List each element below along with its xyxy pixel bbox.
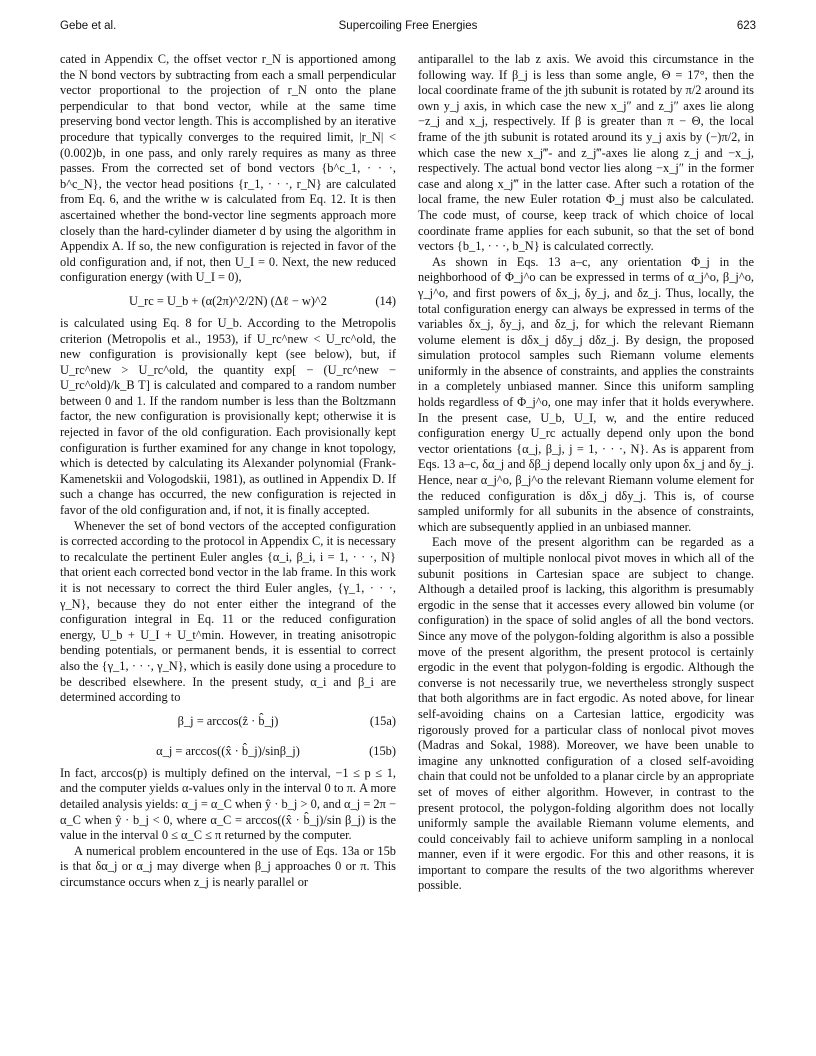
paragraph: is calculated using Eq. 8 for U_b. According to the Metropolis criterion (Metropolis et al., 1953), if U_rc^new < U_rc^old, the new configuration is provisionally kept (see below), but, if U_rc^new > U_rc^old, the quantity exp[ − (U_rc^new − U_rc^old)/k_B T] is calculated and compared to a random number between 0 and 1. If the random number is less than the Boltzmann factor, the new configuration is provisionally kept; otherwise it is rejected in favor of the old configuration. Each provisionally kept configuration is further examined for any change in knot topology, which is detected by calculating its Alexander polynomial (Frank-Kamenetskii and Vologodskii, 1981), as outlined in Appendix D. If such a change has occurred, the new configuration is rejected in favor of the old configuration and, if not, it is finally accepted. <box>60 315 396 518</box>
left-column <box>60 52 396 891</box>
paragraph: Each move of the present algorithm can be regarded as a superposition of multiple nonlocal pivot moves in which all of the subunit positions in Cartesian space are subject to change. Although a detailed proof is lacking, this algorithm is presumably ergodic in the sense that it accesses every allowed bin volume (or configuration) in the space of solid angles of all the bond vectors. Since any move of the polygon-folding algorithm is also a possible move of the present algorithm, the present protocol is certainly ergodic in the event that polygon-folding is ergodic. Although the converse is not necessarily true, we nevertheless strongly suspect that both algorithms are in fact ergodic. As noted above, for linear self-avoiding chains on a Cartesian lattice, ergodicity was rigorously proved for a particular class of nonlocal pivot moves (Madras and Sokal, 1988). Moreover, we have been unable to imagine any unknotted configuration of a closed self-avoiding chain that could not be unfolded to a planar circle by an appropriate set of moves of either algorithm. However, in contrast to the present protocol, the polygon-folding algorithm does not locally uniformly sample the available Riemann volume elements, and could conceivably fail to achieve uniform sampling in a nonlocal manner, even if it were ergodic. For this and other reasons, it is important to compare the results of the two algorithms wherever possible. <box>418 535 754 893</box>
paragraph: In fact, arccos(p) is multiply defined on the interval, −1 ≤ p ≤ 1, and the computer yields α-values only in the interval 0 to π. A more detailed analysis yields: α_j = α_C when ŷ · b_j > 0, and α_j = 2π − α_C when ŷ · b_j < 0, where α_C = arccos((x̂ · b̂_j)/sin β_j) is the value in the interval 0 ≤ α_C ≤ π returned by the computer. <box>60 765 396 843</box>
equation-body: α_j = arccos((x̂ · b̂_j)/sinβ_j) <box>156 743 300 758</box>
paragraph: antiparallel to the lab z axis. We avoid this circumstance in the following way. If β_j is less than some angle, Θ = 17°, then the local coordinate frame of the jth subunit is rotated by π/2 around its own y_j axis, in which case the new x_j″ and z_j″ axes lie along −z_j and x_j, respectively. If β is greater than π − Θ, the local frame of the jth subunit is rotated around its y_j axis by (−)π/2, in which case the new x_j‴- and z_j‴-axes lie along z_j and −x_j, respectively. The actual bond vector lies along −x_j″ in the former case and along x_j‴ in the latter case. After such a rotation of the local frame, the new Euler rotation Φ_j must also be calculated. The code must, of course, keep track of which choice of local coordinate frame applies for each subunit, so that the set of bond vectors {b_1, · · ·, b_N} is calculated correctly. <box>418 52 754 254</box>
paragraph: A numerical problem encountered in the use of Eqs. 13a or 15b is that δα_j or α_j may diverge when β_j approaches 0 or π. This circumstance occurs when z_j is nearly parallel or <box>60 843 396 889</box>
header-title: Supercoiling Free Energies <box>338 20 478 32</box>
page-number: 623 <box>736 20 756 32</box>
header-authors: Gebe et al. <box>60 20 117 32</box>
running-header <box>60 20 756 40</box>
equation-body: β_j = arccos(ẑ · b̂_j) <box>177 713 279 728</box>
equation-15a <box>60 706 396 736</box>
equation-number: (15b) <box>369 743 396 758</box>
equation-14 <box>60 286 396 316</box>
equation-number: (14) <box>375 293 396 308</box>
paragraph: Whenever the set of bond vectors of the accepted configuration is corrected according to the protocol in Appendix C, it is necessary to recalculate the pertinent Euler angles {α_i, β_i, i = 1, · · ·, N} that orient each corrected bond vector in the lab frame. In this work it is not necessary to correct the third Euler angles, {γ_1, · · ·, γ_N}, because they do not enter either the integrand of the configuration integral in Eq. 11 or the reduced configuration energy, U_b + U_I + U_t^min. However, in treating anisotropic bending potentials, or permanent bends, it is essential to correct also the {γ_1, · · ·, γ_N}, which is easily done using a procedure to be described elsewhere. In the present study, α_i and β_i are determined according to <box>60 518 396 705</box>
paragraph: As shown in Eqs. 13 a–c, any orientation Φ_j in the neighborhood of Φ_j^o can be expressed in terms of α_j^o, β_j^o, γ_j^o, and first powers of δx_j, δy_j, and δz_j. Thus, locally, the total configuration energy can always be expressed in terms of the variables δx_j, δy_j, and δz_j, for which the relevant Riemann volume element is dδx_j dδy_j dδz_j. By design, the proposed simulation protocol samples such Riemann volume elements uniformly in the absence of constraints, and applies the constraints in a completely unbiased manner. Since this uniform sampling holds regardless of Φ_j^o, one may infer that it holds everywhere. In the present case, U_b, U_I, w, and the entire reduced configuration energy U_rc actually depend only upon the bond vector orientations {α_j, β_j, j = 1, · · ·, N}. As is apparent from Eqs. 13 a–c, δα_j and δβ_j depend locally only upon δx_j and δy_j. Hence, near α_j^o, β_j^o the relevant Riemann volume element for the reduced configuration is dδx_j dδy_j. This is, of course sampled uniformly for all subunits in the absence of constraints, which are subsequently applied in an unbiased manner. <box>418 254 754 534</box>
equation-15b <box>60 736 396 766</box>
equation-number: (15a) <box>369 713 396 728</box>
paragraph: cated in Appendix C, the offset vector r_N is apportioned among the N bond vectors by subtracting from each a small perpendicular vector proportional to the projection of r_N onto the plane perpendicular to that bond vector, while at the same time preserving bond vector length. This is accomplished by an iterative procedure that typically converges to the required limit, |r_N| < (0.002)b, in one pass, and only rarely requires as many as three passes. From the corrected set of bond vectors {b^c_1, · · ·, b^c_N}, the vector head positions {r_1, · · ·, r_N} are calculated from Eq. 6, and the writhe w is calculated from Eq. 12. It is then ascertained whether the bond-vector line segments approach more closely than the hard-cylinder diameter d by using the algorithm in Appendix A. If so, the new configuration is rejected in favor of the old configuration and, if not, then U_I = 0. Next, the new reduced configuration energy (with U_I = 0), <box>60 52 396 285</box>
equation-body: U_rc = U_b + (α(2π)^2/2N) (Δℓ − w)^2 <box>129 293 327 308</box>
right-column <box>418 52 754 894</box>
